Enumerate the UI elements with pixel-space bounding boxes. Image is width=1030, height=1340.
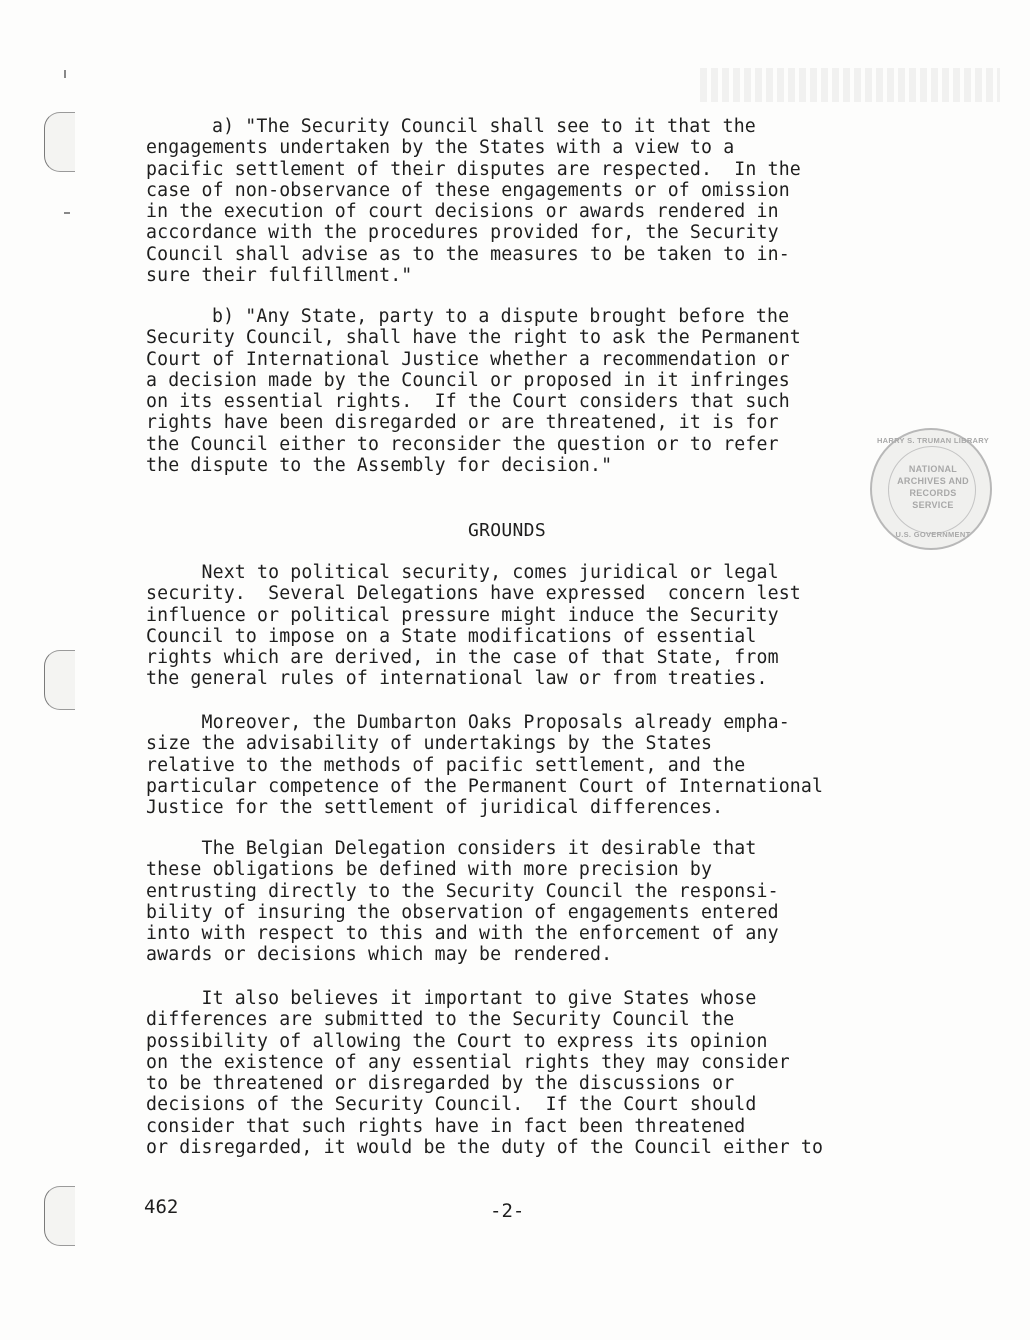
margin-mark: [64, 212, 70, 214]
stamp-text: NATIONAL: [908, 464, 958, 474]
paragraph-grounds-3: The Belgian Delegation considers it desirable that these obligations be defined with more precision by entrusting directly to the Security Council the responsi- bility of insuring the observation of engagements entered into with respect to this and with the enforcement of any awards or decisions which may be rendered.: [146, 838, 779, 966]
archive-stamp: [870, 428, 992, 550]
stamp-text-bottom: U.S. GOVERNMENT: [895, 530, 971, 539]
paragraph-grounds-2: Moreover, the Dumbarton Oaks Proposals already empha- size the advisability of undertakings by the States relative to the methods of pacific settlement, and the particular competence of the Permanent Court of International Justice for the settlement of juridical differences.: [146, 712, 824, 819]
stamp-text: ARCHIVES AND: [897, 476, 969, 486]
punch-hole-middle: [44, 650, 75, 710]
page-number: -2-: [490, 1200, 525, 1222]
stamp-text: SERVICE: [912, 500, 954, 510]
paragraph-grounds-1: Next to political security, comes juridical or legal security. Several Delegations have expressed concern lest influence or political pressure might induce the Security Council to impose on a State modifications of essential rights which are derived, in the case of that State, from the general rules of international law or from treaties.: [146, 562, 801, 690]
punch-hole-bottom: [44, 1186, 75, 1246]
stamp-text: RECORDS: [909, 488, 957, 498]
margin-mark: [64, 70, 66, 78]
stamp-text-top: HARRY S. TRUMAN LIBRARY: [876, 436, 990, 445]
section-heading: GROUNDS: [468, 520, 546, 541]
document-number: 462: [144, 1196, 179, 1218]
paragraph-b: b) "Any State, party to a dispute brought before the Security Council, shall have the right to ask the Permanent Court of International Justice whether a recommendation or a decision made by the Council or proposed in it infringes on its essential rights. If the Court considers that such rights have been disregarded or are threatened, it is for the Council either to reconsider the question or to refer the dispute to the Assembly for decision.": [146, 306, 801, 477]
bleed-through-header: [700, 68, 1000, 102]
paragraph-a: a) "The Security Council shall see to it that the engagements undertaken by the States with a view to a pacific settlement of their disputes are respected. In the case of non-observance of these engagements or of omission in the execution of court decisions or awards rendered in accordance with the procedures provided for, the Security Council shall advise as to the measures to be taken to in- sure their fulfillment.": [146, 116, 801, 287]
paragraph-grounds-4: It also believes it important to give States whose differences are submitted to the Security Council the possibility of allowing the Court to express its opinion on the existence of any essential rights they may consider to be threatened or disregarded by the discussions or decisions of the Security Council. If the Court should consider that such rights have in fact been threatened or disregarded, it would be the duty of the Council either to: [146, 988, 824, 1159]
punch-hole-top: [44, 112, 75, 172]
